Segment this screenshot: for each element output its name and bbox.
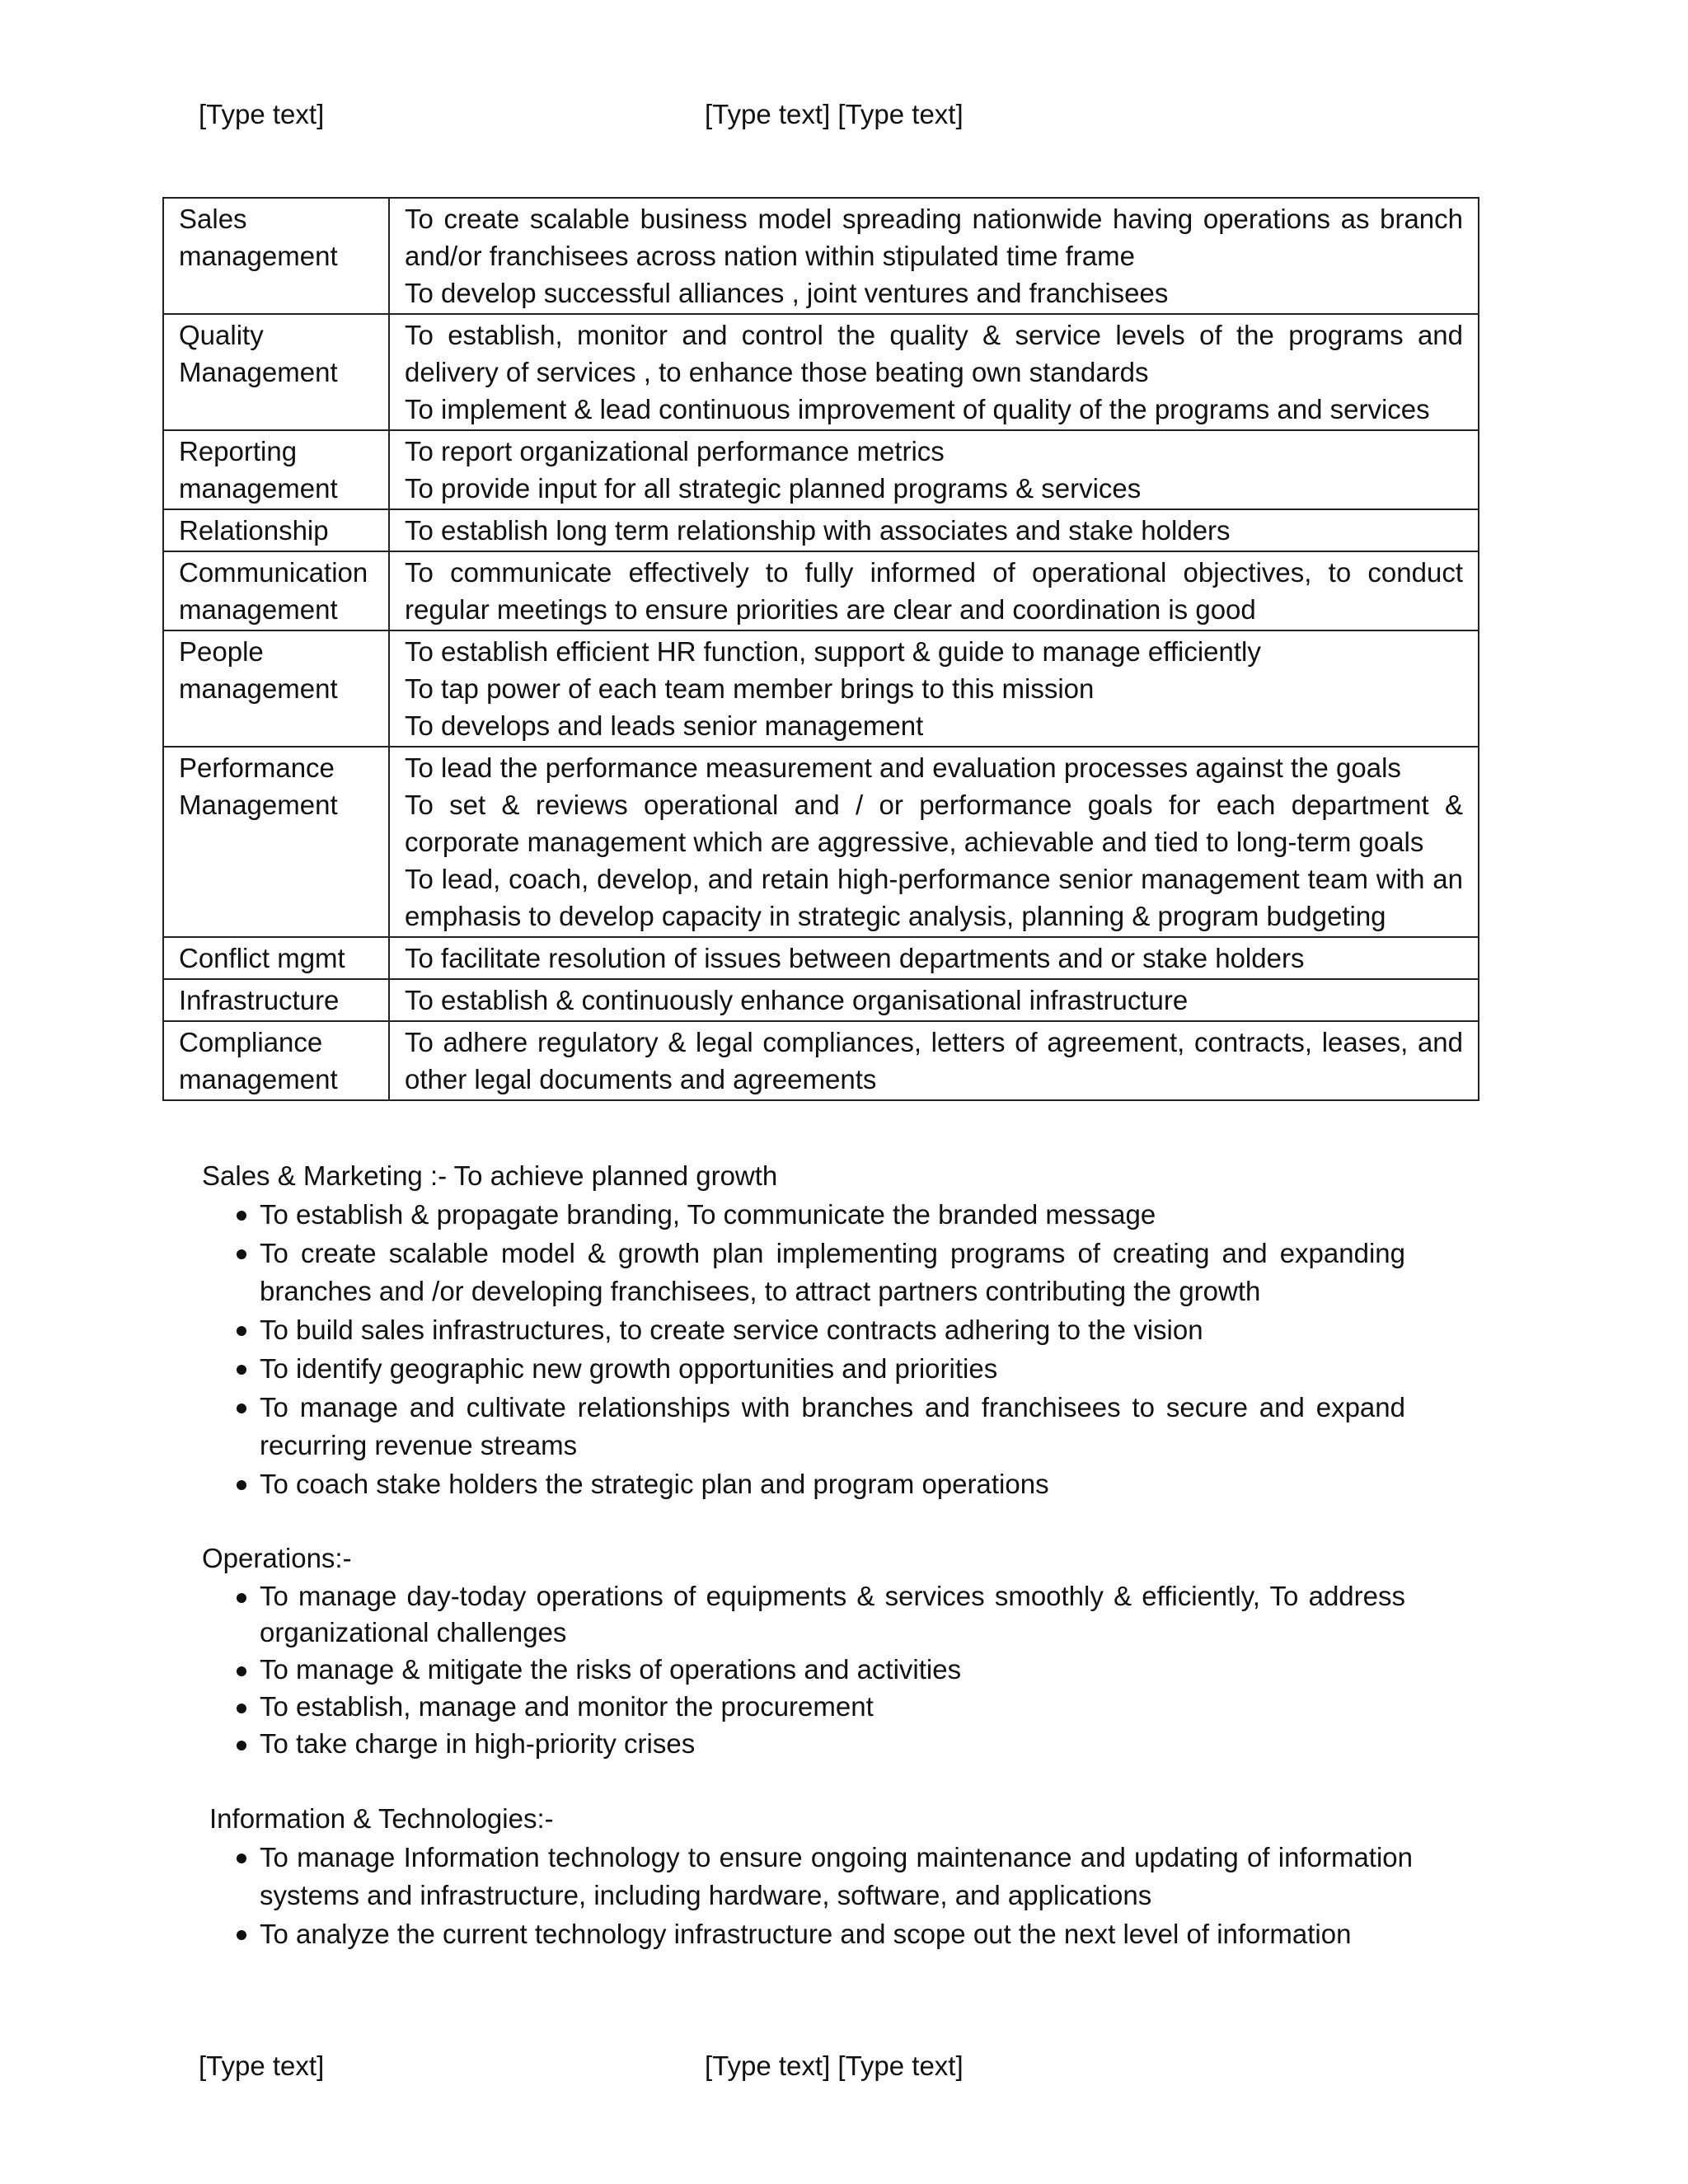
table-row	[163, 979, 1479, 1021]
bullet-list	[209, 1839, 1413, 1953]
table-row	[163, 630, 1479, 747]
list-item: To manage and cultivate relationships with branches and franchisees to secure and expand recurring revenue streams	[202, 1389, 1405, 1465]
list-item: To establish, manage and monitor the procurement	[202, 1689, 1405, 1725]
area-cell: Performance Management	[163, 747, 389, 937]
area-cell: Compliance management	[163, 1021, 389, 1100]
area-cell: Communication management	[163, 551, 389, 630]
description-cell: To establish efficient HR function, support & guide to manage efficiently To tap power of each team member brings to this mission To develops and leads senior management	[389, 630, 1479, 747]
responsibilities-table	[162, 197, 1479, 1101]
description-cell: To report organizational performance metrics To provide input for all strategic planned programs & services	[389, 430, 1479, 509]
table-row	[163, 198, 1479, 314]
area-cell: Sales management	[163, 198, 389, 314]
area-cell: Relationship	[163, 509, 389, 551]
header-left-text: [Type text]	[199, 99, 325, 129]
list-item: To manage Information technology to ensure ongoing maintenance and updating of information systems and infrastructure, including hardware, software, and applications	[202, 1839, 1413, 1915]
table-row	[163, 509, 1479, 551]
footer-center-text: [Type text] [Type text]	[705, 2050, 964, 2081]
list-item: To create scalable model & growth plan implementing programs of creating and expanding branches and /or developing franchisees, to attract partners contributing the growth	[202, 1235, 1405, 1310]
area-cell: Reporting management	[163, 430, 389, 509]
area-cell: Conflict mgmt	[163, 937, 389, 979]
list-item: To manage & mitigate the risks of operations and activities	[202, 1652, 1405, 1688]
description-cell: To create scalable business model spreading nationwide having operations as branch and/or franchisees across nation within stipulated time frame To develop successful alliances , joint ventures and franchisees	[389, 198, 1479, 314]
table-row	[163, 430, 1479, 509]
section-title: Sales & Marketing :- To achieve planned growth	[202, 1160, 778, 1191]
it-section	[209, 1800, 1413, 1953]
table-row	[163, 1021, 1479, 1100]
footer-left-text: [Type text]	[199, 2050, 325, 2081]
list-item: To take charge in high-priority crises	[202, 1726, 1405, 1762]
list-item: To build sales infrastructures, to create service contracts adhering to the vision	[202, 1311, 1405, 1349]
table-row	[163, 314, 1479, 430]
bullet-list	[202, 1578, 1405, 1762]
list-item: To manage day-today operations of equipments & services smoothly & efficiently, To address organizational challenges	[202, 1578, 1405, 1651]
sales-marketing-section	[202, 1157, 1405, 1504]
header-center-text: [Type text] [Type text]	[705, 99, 964, 129]
description-cell: To facilitate resolution of issues between departments and or stake holders	[389, 937, 1479, 979]
operations-section	[202, 1540, 1405, 1762]
list-item: To establish & propagate branding, To communicate the branded message	[202, 1196, 1405, 1234]
description-cell: To establish, monitor and control the quality & service levels of the programs and delivery of services , to enhance those beating own standards To implement & lead continuous improvement of quality of the programs and services	[389, 314, 1479, 430]
list-item: To analyze the current technology infrastructure and scope out the next level of information	[202, 1915, 1413, 1953]
section-title: Information & Technologies:-	[209, 1803, 554, 1834]
list-item: To coach stake holders the strategic plan and program operations	[202, 1465, 1405, 1503]
section-title: Operations:-	[202, 1543, 352, 1573]
description-cell: To establish & continuously enhance organisational infrastructure	[389, 979, 1479, 1021]
area-cell: Infrastructure	[163, 979, 389, 1021]
description-cell: To lead the performance measurement and evaluation processes against the goals To set & reviews operational and / or performance goals for each department & corporate management which are aggressive, achievable and tied to long-term goals To lead, coach, develop, and retain high-performance senior management team with an emphasis to develop capacity in strategic analysis, planning & program budgeting	[389, 747, 1479, 937]
list-item: To identify geographic new growth opportunities and priorities	[202, 1350, 1405, 1388]
table-row	[163, 937, 1479, 979]
bullet-list	[202, 1196, 1405, 1503]
description-cell: To communicate effectively to fully informed of operational objectives, to conduct regular meetings to ensure priorities are clear and coordination is good	[389, 551, 1479, 630]
table-row	[163, 551, 1479, 630]
description-cell: To adhere regulatory & legal compliances, letters of agreement, contracts, leases, and other legal documents and agreements	[389, 1021, 1479, 1100]
description-cell: To establish long term relationship with associates and stake holders	[389, 509, 1479, 551]
area-cell: People management	[163, 630, 389, 747]
area-cell: Quality Management	[163, 314, 389, 430]
table-row	[163, 747, 1479, 937]
